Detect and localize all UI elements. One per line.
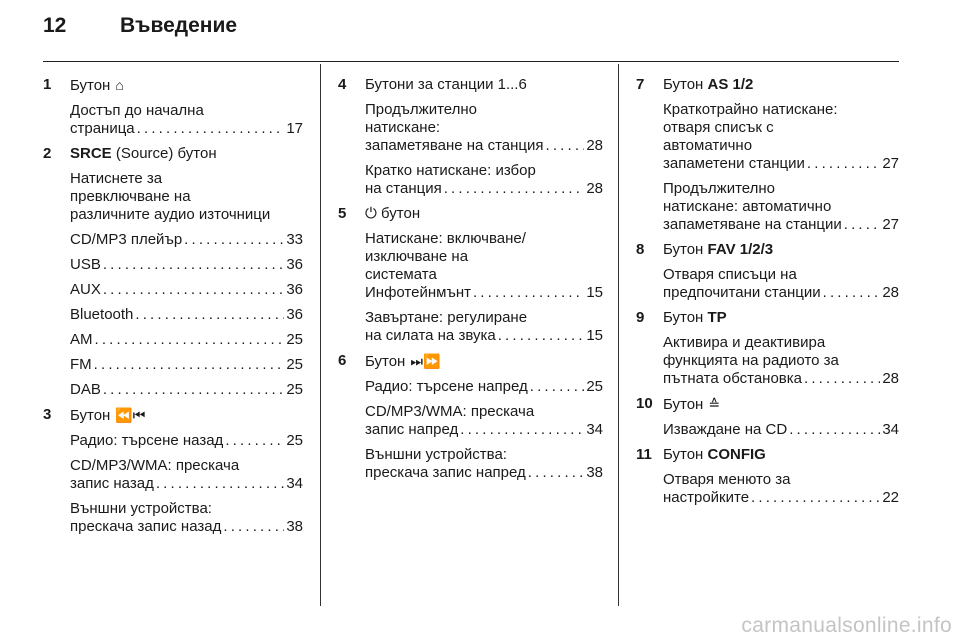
entry-title: Бутон — [663, 241, 708, 258]
page-ref: 15 — [586, 284, 603, 301]
entry-11 — [636, 446, 899, 507]
page-ref: 28 — [882, 370, 899, 387]
entry-title: Бутон — [663, 309, 708, 326]
entry-desc: Отваря списъци на — [663, 266, 797, 283]
entry-desc: автоматично — [663, 137, 753, 154]
entry-desc: на станция — [365, 180, 442, 197]
entry-desc: CD/MP3/WMA: прескача — [365, 403, 535, 420]
entry-title: Бутон — [70, 407, 111, 424]
entry-desc: функцията на радиото за — [663, 352, 839, 369]
page-title: Въведение — [120, 14, 238, 37]
entry-desc: Продължително — [663, 180, 776, 197]
index-item: FM — [70, 356, 92, 373]
index-item: CD/MP3 плейър — [70, 231, 183, 248]
page-ref: 25 — [586, 378, 603, 395]
page-ref: 25 — [286, 356, 303, 373]
entry-desc: Натискане: включване/ — [365, 230, 526, 247]
column-divider — [320, 64, 321, 606]
entry-8 — [636, 241, 899, 302]
page-ref: 33 — [286, 231, 303, 248]
entry-5 — [338, 205, 603, 345]
entry-desc: Външни устройства: — [70, 500, 212, 517]
entry-desc: Отваря менюто за — [663, 471, 791, 488]
entry-7 — [636, 76, 899, 234]
entry-title: Бутон — [70, 77, 111, 94]
entry-desc: пътната обстановка — [663, 370, 803, 387]
page-ref: 34 — [286, 475, 303, 492]
entry-desc: прескача запис назад — [70, 518, 222, 535]
page-ref: 36 — [286, 281, 303, 298]
entry-number: 6 — [338, 352, 347, 369]
entry-desc: Изваждане на CD — [663, 421, 788, 438]
index-item: AM — [70, 331, 93, 348]
entry-desc: Краткотрайно натискане: — [663, 101, 838, 118]
button-name: AS 1/2 — [707, 76, 754, 93]
page-ref: 28 — [882, 284, 899, 301]
column-divider — [618, 64, 619, 606]
entry-3 — [43, 406, 303, 536]
home-icon: ⌂ — [115, 77, 124, 93]
entry-number: 1 — [43, 76, 52, 93]
eject-icon: ≙ — [708, 396, 721, 412]
entry-number: 7 — [636, 76, 645, 93]
entry-desc: запаметени станции — [663, 155, 805, 172]
page-ref: 27 — [882, 155, 899, 172]
entry-number: 10 — [636, 395, 653, 412]
entry-number: 11 — [636, 446, 652, 463]
page-header — [43, 14, 237, 54]
entry-desc: настройките — [663, 489, 750, 506]
entry-10 — [636, 395, 899, 439]
page-ref: 27 — [882, 216, 899, 233]
entry-desc: Радио: търсене напред — [365, 378, 528, 395]
entry-desc: на силата на звука — [365, 327, 496, 344]
entry-number: 2 — [43, 145, 52, 162]
entry-desc: запис назад — [70, 475, 154, 492]
entry-number: 3 — [43, 406, 52, 423]
page-ref: 15 — [586, 327, 603, 344]
entry-desc: натискане: автоматично — [663, 198, 832, 215]
entry-title: Бутон — [365, 353, 406, 370]
button-name: SRCE — [70, 145, 112, 162]
entry-desc: Кратко натискане: избор — [365, 162, 536, 179]
entry-1 — [43, 76, 303, 138]
page-ref: 28 — [586, 180, 603, 197]
page-ref: 17 — [286, 120, 303, 137]
entry-desc: системата — [365, 266, 437, 283]
entry-title: Бутон — [663, 396, 704, 413]
button-name: TP — [707, 309, 727, 326]
button-name: FAV 1/2/3 — [707, 241, 774, 258]
entry-desc: запис напред — [365, 421, 459, 438]
page-ref: 25 — [286, 432, 303, 449]
entry-4 — [338, 76, 603, 198]
page-ref: 36 — [286, 306, 303, 323]
entry-desc: Инфотейнмънт — [365, 284, 471, 301]
page-ref: 25 — [286, 331, 303, 348]
entry-desc: натискане: — [365, 119, 441, 136]
page-ref: 25 — [286, 381, 303, 398]
entry-number: 5 — [338, 205, 347, 222]
button-name: CONFIG — [707, 446, 766, 463]
entry-title: Бутони за станции 1...6 — [365, 76, 527, 93]
entry-number: 4 — [338, 76, 347, 93]
index-item: Bluetooth — [70, 306, 134, 323]
entry-number: 8 — [636, 241, 645, 258]
entry-desc: запаметяване на станция — [365, 137, 544, 154]
entry-desc: Активира и деактивира — [663, 334, 826, 351]
seek-back-icon: ⏪⏮ — [115, 407, 146, 423]
index-item: USB — [70, 256, 101, 273]
header-divider — [43, 61, 899, 62]
entry-desc: превключване на — [70, 188, 191, 205]
entry-title: бутон — [381, 205, 421, 222]
entry-6 — [338, 352, 603, 482]
page-ref: 22 — [882, 489, 899, 506]
page-ref: 34 — [882, 421, 899, 438]
column-3 — [636, 76, 899, 514]
entry-title: Бутон — [663, 446, 708, 463]
entry-desc: Външни устройства: — [365, 446, 507, 463]
entry-desc: Радио: търсене назад — [70, 432, 224, 449]
page-ref: 38 — [286, 518, 303, 535]
page-ref: 36 — [286, 256, 303, 273]
index-item: AUX — [70, 281, 101, 298]
index-item: DAB — [70, 381, 101, 398]
entry-desc: Завъртане: регулиране — [365, 309, 528, 326]
entry-title: (Source) бутон — [111, 145, 217, 162]
power-icon: ⏻ — [365, 205, 377, 222]
entry-desc: различните аудио източници — [70, 206, 271, 223]
entry-desc: прескача запис напред — [365, 464, 526, 481]
entry-desc: Натиснете за — [70, 170, 163, 187]
page-ref: 38 — [586, 464, 603, 481]
column-2 — [338, 76, 603, 489]
entry-desc: изключване на — [365, 248, 469, 265]
entry-desc: предпочитани станции — [663, 284, 821, 301]
entry-desc: CD/MP3/WMA: прескача — [70, 457, 240, 474]
page-ref: 34 — [586, 421, 603, 438]
entry-9 — [636, 309, 899, 388]
entry-desc: Достъп до начална — [70, 102, 204, 119]
seek-forward-icon: ⏭⏩ — [410, 353, 441, 369]
entry-number: 9 — [636, 309, 645, 326]
watermark: carmanualsonline.info — [741, 614, 952, 637]
entry-title: Бутон — [663, 76, 708, 93]
entry-2 — [43, 145, 303, 399]
entry-desc: страница — [70, 120, 135, 137]
entry-desc: Продължително — [365, 101, 478, 118]
column-1 — [43, 76, 303, 543]
page-ref: 28 — [586, 137, 603, 154]
entry-desc: отваря списък с — [663, 119, 774, 136]
page-number: 12 — [43, 14, 67, 37]
entry-desc: запаметяване на станции — [663, 216, 842, 233]
